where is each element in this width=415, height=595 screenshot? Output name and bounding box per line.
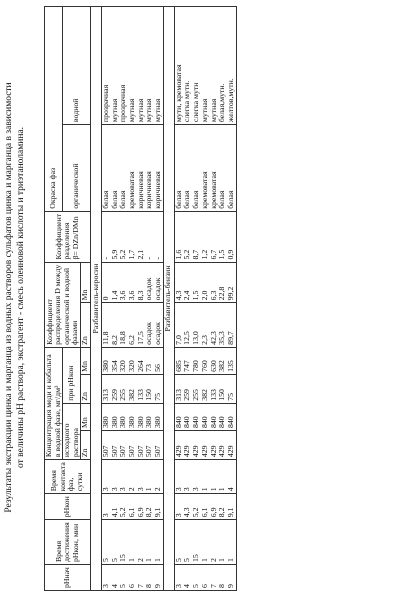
table-cell: 15 xyxy=(192,520,201,565)
table-cell: белая xyxy=(183,125,192,212)
table-cell: 7 xyxy=(137,565,146,591)
table-cell: 429 xyxy=(227,431,236,460)
header-initial-solution: исходного раствора xyxy=(63,403,81,459)
table-cell: коричневая xyxy=(145,125,154,212)
table-cell: - xyxy=(154,211,163,262)
table-cell: 429 xyxy=(210,431,219,460)
table-cell: 382 xyxy=(201,374,210,403)
header-separation: Коэффициент разделения β= DZn/DMn xyxy=(45,211,91,262)
table-cell: 8 xyxy=(218,565,227,591)
header-ph-initial: pHнач xyxy=(45,565,91,591)
table-cell: 320 xyxy=(128,347,137,374)
table-cell: 313 xyxy=(174,374,183,403)
section-title: Разбавитель-бензин xyxy=(163,7,174,591)
table-cell: 840 xyxy=(174,403,183,430)
table-caption-line-1: Результаты экстракции цинка и марганца из водных растворов сульфатов цинка и марганца в зависимости xyxy=(4,82,14,513)
header-contact-time: Время контакта фаз, сутки xyxy=(45,460,91,494)
table-cell: мути, кремоватая xyxy=(174,7,183,125)
table-cell: 3 xyxy=(119,460,128,494)
table-cell: белая xyxy=(119,125,128,212)
table-cell: 380 xyxy=(111,403,120,430)
table-cell: 7,0 xyxy=(174,303,183,347)
table-cell: 429 xyxy=(201,431,210,460)
table-cell: 1 xyxy=(210,460,219,494)
table-cell: 4 xyxy=(227,460,236,494)
table-cell: мутная xyxy=(128,7,137,125)
table-cell: осадок xyxy=(145,262,154,303)
table-cell: мутная xyxy=(137,7,146,125)
table-cell: 8 xyxy=(145,565,154,591)
table-cell: 6,2 xyxy=(128,303,137,347)
table-cell: 8,2 xyxy=(145,494,154,520)
table-cell: белая xyxy=(174,125,183,212)
table-cell: мутная xyxy=(154,7,163,125)
table-cell: 507 xyxy=(101,431,110,460)
table-cell: 5,2 xyxy=(119,211,128,262)
header-time-reach: Время достижения pHкон, мин xyxy=(45,520,91,565)
table-cell: 5,2 xyxy=(119,494,128,520)
table-cell: 6,1 xyxy=(201,494,210,520)
table-cell: 150 xyxy=(218,374,227,403)
table-cell: 3 xyxy=(101,494,110,520)
table-cell: коричневая xyxy=(154,125,163,212)
table-cell: 56 xyxy=(154,347,163,374)
table-cell: 18,8 xyxy=(119,303,128,347)
table-cell: 507 xyxy=(128,431,137,460)
table-cell: 2 xyxy=(154,460,163,494)
table-cell: 6,7 xyxy=(210,211,219,262)
table-cell: 1,7 xyxy=(128,211,137,262)
table-cell: осадок xyxy=(154,262,163,303)
table-cell: 1,6 xyxy=(174,211,183,262)
header-zn-initial: Zn xyxy=(81,431,91,460)
header-organic: органической xyxy=(63,125,91,212)
table-cell: 133 xyxy=(210,374,219,403)
table-cell: белая xyxy=(227,125,236,212)
table-cell: 840 xyxy=(227,403,236,430)
table-row xyxy=(154,7,163,591)
table-cell: белая xyxy=(111,125,120,212)
table-cell: 5 xyxy=(192,565,201,591)
table-cell: прозрачная xyxy=(119,7,128,125)
table-cell: 255 xyxy=(192,374,201,403)
table-cell: 380 xyxy=(119,403,128,430)
table-cell: 15 xyxy=(119,520,128,565)
table-cell: - xyxy=(101,211,110,262)
table-cell: 0 xyxy=(101,262,110,303)
table-cell: 5 xyxy=(119,565,128,591)
table-cell: белая xyxy=(101,125,110,212)
table-cell: 429 xyxy=(174,431,183,460)
table-cell: 5,2 xyxy=(192,494,201,520)
table-cell: 380 xyxy=(145,403,154,430)
table-cell: 5,9 xyxy=(111,211,120,262)
table-cell: 6,1 xyxy=(128,494,137,520)
table-cell: 685 xyxy=(174,347,183,374)
table-cell: 5 xyxy=(111,520,120,565)
header-mn-distribution: Mn xyxy=(81,262,91,303)
table-cell: 6 xyxy=(128,565,137,591)
table-cell: 150 xyxy=(145,374,154,403)
table-cell: слегка мутн xyxy=(192,7,201,125)
table-cell: 1,5 xyxy=(192,262,201,303)
table-cell: 3 xyxy=(101,565,110,591)
table-cell: 8,2 xyxy=(218,494,227,520)
table-cell: 380 xyxy=(137,403,146,430)
table-cell: 1 xyxy=(128,520,137,565)
table-cell: 382 xyxy=(128,374,137,403)
table-cell: 11,8 xyxy=(101,303,110,347)
table-cell: 3 xyxy=(101,460,110,494)
table-cell: 780 xyxy=(192,347,201,374)
table-cell: 1,2 xyxy=(201,211,210,262)
table-cell: 4,3 xyxy=(174,262,183,303)
table-cell: белая,мутн. xyxy=(218,7,227,125)
table-cell: 4,1 xyxy=(111,494,120,520)
header-mn-initial: Mn xyxy=(81,403,91,430)
table-cell: мутная xyxy=(201,7,210,125)
section-header xyxy=(90,7,101,591)
table-cell: мутная xyxy=(111,7,120,125)
table-cell: кремоватая xyxy=(210,125,219,212)
table-cell: 6 xyxy=(201,565,210,591)
table-cell: 264 xyxy=(137,347,146,374)
table-cell: 2,1 xyxy=(137,211,146,262)
table-cell: 259 xyxy=(111,374,120,403)
table-cell: мутная xyxy=(145,7,154,125)
table-cell: 507 xyxy=(119,431,128,460)
table-cell: 507 xyxy=(137,431,146,460)
table-cell: 3 xyxy=(174,494,183,520)
header-ph-final: pHкон xyxy=(45,494,91,520)
table-cell: 9 xyxy=(154,565,163,591)
table-cell: кремоватая xyxy=(128,125,137,212)
table-cell: 3 xyxy=(174,460,183,494)
table-cell: 8,2 xyxy=(111,303,120,347)
table-caption-line-2: от величины pH раствора, экстрагент - смесь олеиновой кислоты и триэтаноламина. xyxy=(16,126,26,469)
table-cell: 3,6 xyxy=(119,262,128,303)
table-cell: 9,1 xyxy=(227,494,236,520)
header-color: Окраска фаз xyxy=(45,7,63,212)
table-cell: 8,3 xyxy=(137,262,146,303)
table-cell: 380 xyxy=(128,403,137,430)
table-cell: 382 xyxy=(218,347,227,374)
table-cell: 1,4 xyxy=(111,262,120,303)
table-cell: 42,3 xyxy=(210,303,219,347)
table-cell: 1 xyxy=(218,520,227,565)
table-cell: 840 xyxy=(210,403,219,430)
table-cell: 75 xyxy=(227,374,236,403)
section-title: Разбавитель-керосин xyxy=(90,7,101,591)
header-zn-distribution: Zn xyxy=(81,303,91,347)
table-cell: 747 xyxy=(183,347,192,374)
table-cell: 840 xyxy=(183,403,192,430)
table-cell: 73 xyxy=(145,347,154,374)
table-row xyxy=(227,7,236,591)
table-cell: 840 xyxy=(218,403,227,430)
table-cell: 3 xyxy=(111,460,120,494)
table-cell: 2,4 xyxy=(183,262,192,303)
table-cell: осадок xyxy=(154,303,163,347)
table-cell: 760 xyxy=(201,347,210,374)
table-cell: 1 xyxy=(145,460,154,494)
table-cell: 1 xyxy=(154,520,163,565)
results-table xyxy=(44,6,237,591)
header-aqueous: водной xyxy=(63,7,91,125)
table-cell: 4,3 xyxy=(183,494,192,520)
table-cell: 4 xyxy=(183,565,192,591)
table-cell: 12,5 xyxy=(183,303,192,347)
table-cell: белая xyxy=(192,125,201,212)
table-cell: 99,2 xyxy=(227,262,236,303)
header-mn-final: Mn xyxy=(81,347,91,374)
table-cell: 13,0 xyxy=(192,303,201,347)
table-cell: 1,5 xyxy=(218,211,227,262)
table-cell: 17,5 xyxy=(137,303,146,347)
table-cell: 133 xyxy=(137,374,146,403)
table-cell: 1 xyxy=(145,520,154,565)
table-cell: коричневая xyxy=(137,125,146,212)
table-cell: 1 xyxy=(218,460,227,494)
header-distribution: Коэффициент распределения D между органической и водной фазами xyxy=(45,262,81,347)
table-cell: 2 xyxy=(137,520,146,565)
table-cell: 3 xyxy=(183,460,192,494)
table-cell: 5,2 xyxy=(183,211,192,262)
table-cell: 3 xyxy=(137,460,146,494)
table-cell: 320 xyxy=(119,347,128,374)
table-cell: 354 xyxy=(111,347,120,374)
table-cell: 35,3 xyxy=(218,303,227,347)
table-cell: - xyxy=(145,211,154,262)
table-cell: мутная xyxy=(210,7,219,125)
table-cell: 9 xyxy=(227,565,236,591)
section-header xyxy=(163,7,174,591)
table-cell: 1 xyxy=(227,520,236,565)
header-zn-final: Zn xyxy=(81,374,91,403)
table-cell: 75 xyxy=(154,374,163,403)
table-cell: прозрачная xyxy=(101,7,110,125)
table-cell: 7 xyxy=(210,565,219,591)
table-cell: 135 xyxy=(227,347,236,374)
table-cell: 840 xyxy=(192,403,201,430)
table-cell: 2,3 xyxy=(201,303,210,347)
table-cell: 429 xyxy=(218,431,227,460)
table-cell: 5 xyxy=(183,520,192,565)
results-body xyxy=(90,7,236,591)
table-cell: 6,3 xyxy=(210,262,219,303)
table-cell: 2 xyxy=(210,520,219,565)
table-cell: белая xyxy=(218,125,227,212)
table-cell: слегка мутн. xyxy=(183,7,192,125)
table-cell: желтов,мутн. xyxy=(227,7,236,125)
table-cell: 380 xyxy=(101,403,110,430)
table-cell: 4 xyxy=(111,565,120,591)
table-cell: осадок xyxy=(145,303,154,347)
table-cell: 6,9 xyxy=(137,494,146,520)
table-cell: 8,7 xyxy=(192,211,201,262)
table-cell: 313 xyxy=(101,374,110,403)
table-cell: 507 xyxy=(154,431,163,460)
table-cell: 429 xyxy=(192,431,201,460)
table-cell: 380 xyxy=(154,403,163,430)
table-cell: 255 xyxy=(119,374,128,403)
table-cell: 3 xyxy=(192,460,201,494)
table-cell: 5 xyxy=(101,520,110,565)
table-cell: 6,9 xyxy=(210,494,219,520)
table-cell: 9,1 xyxy=(154,494,163,520)
table-cell: 1 xyxy=(201,460,210,494)
table-cell: 5 xyxy=(174,520,183,565)
table-cell: 380 xyxy=(101,347,110,374)
table-cell: 630 xyxy=(210,347,219,374)
header-at-ph: при pHкон xyxy=(63,347,81,403)
table-cell: 22,8 xyxy=(218,262,227,303)
table-cell: 507 xyxy=(111,431,120,460)
table-cell: 3 xyxy=(174,565,183,591)
table-cell: 1 xyxy=(201,520,210,565)
table-cell: 259 xyxy=(183,374,192,403)
table-cell: 429 xyxy=(183,431,192,460)
table-cell: 0,9 xyxy=(227,211,236,262)
header-concentration: Концентрация меди и кобальта в водной фазе, мг/дм³ xyxy=(45,347,63,459)
table-cell: 507 xyxy=(145,431,154,460)
table-cell: кремоватая xyxy=(201,125,210,212)
table-cell: 3,6 xyxy=(128,262,137,303)
table-cell: 2,0 xyxy=(201,262,210,303)
table-cell: 89,7 xyxy=(227,303,236,347)
table-cell: 840 xyxy=(201,403,210,430)
table-cell: 2 xyxy=(128,460,137,494)
